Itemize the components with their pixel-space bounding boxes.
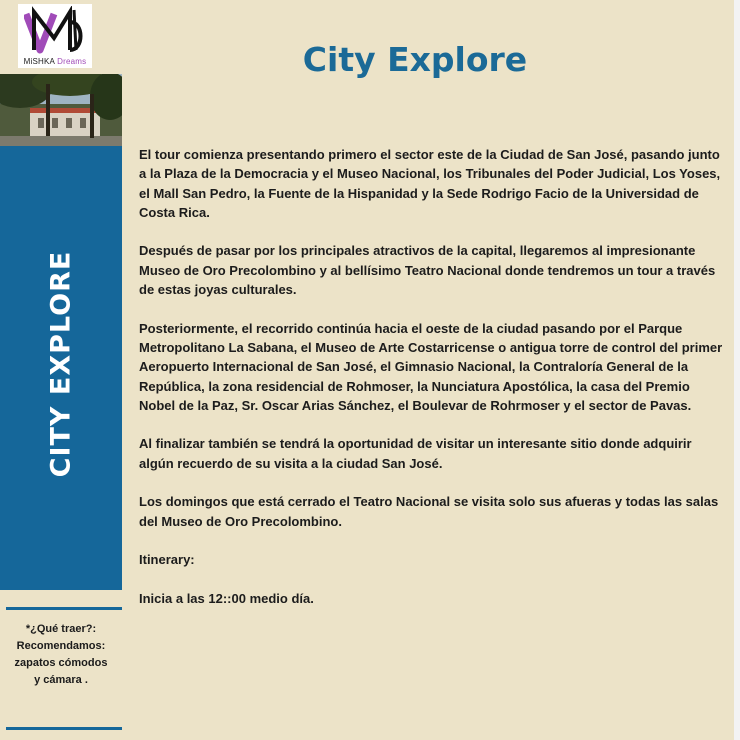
itinerary-heading: Itinerary:	[139, 552, 195, 568]
tour-description	[139, 145, 729, 627]
start-time: Inicia a las 12::00 medio día.	[139, 590, 314, 606]
bring-note-line: y cámara .	[34, 674, 88, 686]
sidebar-vertical-title: CITY EXPLORE	[45, 250, 77, 478]
page-title: City Explore	[302, 40, 528, 79]
paragraph: Posteriormente, el recorrido continúa hacia el oeste de la ciudad pasando por el Parque Metropolitano La Sabana, el Museo de Arte Costarricense o antigua torre de control del primer Aeropuerto Internacional de San José, el Gimnasio Nacional, la Contraloría General de la República, la zona residencial de Rohmoser, la Nunciatura Apostólica, la casa del Premio Nobel de la Paz, Sr. Oscar Arias Sánchez, el Boulevar de Rohrmoser y el sector de Pavas.	[139, 320, 723, 413]
sidebar-divider-bottom	[6, 727, 122, 730]
paragraph: Los domingos que está cerrado el Teatro Nacional se visita solo sus afueras y todas las salas del Museo de Oro Precolombino.	[139, 494, 719, 529]
what-to-bring-note	[4, 621, 118, 689]
bring-note-line: zapatos cómodos	[14, 657, 108, 669]
paragraph: Al finalizar también se tendrá la oportunidad de visitar un interesante sitio donde adquirir algún recuerdo de su visita a la ciudad San José.	[139, 436, 692, 471]
paragraph: Después de pasar por los principales atractivos de la capital, llegaremos al impresionante Museo de Oro Precolombino y al bellísimo Teatro Nacional donde tendremos un tour a través de estas joyas culturales.	[139, 243, 716, 298]
mishka-monogram-icon	[24, 6, 86, 56]
sidebar-divider-top	[6, 607, 122, 610]
paragraph: El tour comienza presentando primero el sector este de la Ciudad de San José, pasando junto a la Plaza de la Democracia y el Museo Nacional, los Tribunales del Poder Judicial, Los Yoses, el Mall San Pedro, la Fuente de la Hispanidad y la Sede Rodrigo Facio de la Universidad de Costa Rica.	[139, 147, 721, 220]
bring-note-line: *¿Qué traer?:	[25, 623, 97, 635]
brand-logo	[18, 4, 92, 68]
bring-note-line: Recomendamos:	[16, 640, 106, 652]
city-photo	[0, 74, 122, 146]
logo-wordmark: MiSHKA Dreams	[23, 57, 87, 66]
